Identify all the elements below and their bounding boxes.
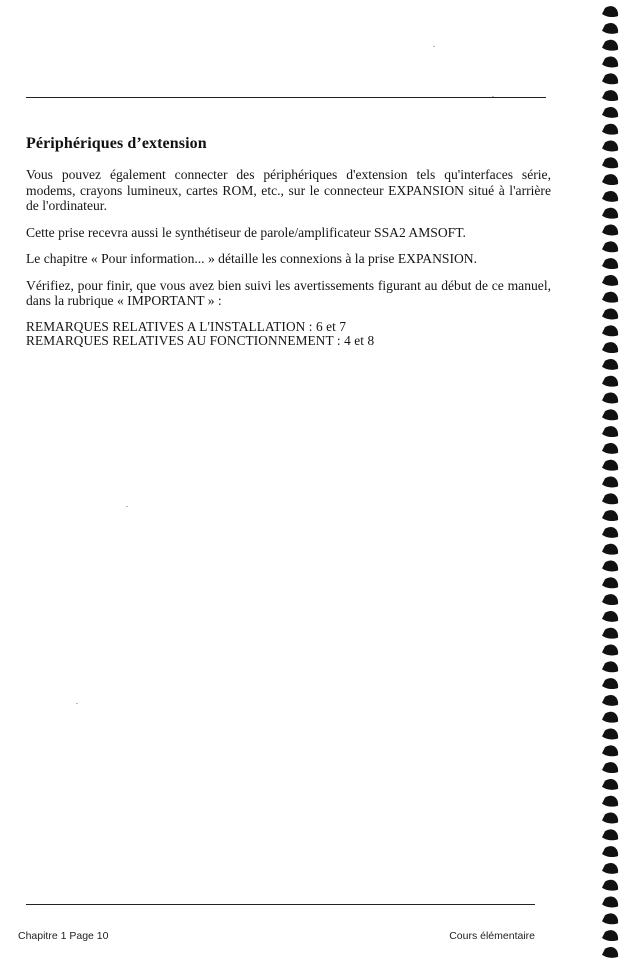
scan-speck (492, 96, 494, 97)
paragraph-important-warnings: Vérifiez, pour finir, que vous avez bien suivi les avertissements figurant au début de ce manuel, dans la rubrique « IMPORTANT » : (26, 277, 551, 308)
paragraph-speech-synth: Cette prise recevra aussi le synthétiseur de parole/amplificateur SSA2 AMSOFT. (26, 224, 466, 240)
footer-rule (26, 904, 535, 905)
scan-speck (126, 506, 128, 507)
paragraph-chapter-reference: Le chapitre « Pour information... » détaille les connexions à la prise EXPANSION. (26, 251, 478, 266)
scan-speck (433, 46, 435, 47)
top-rule (26, 97, 546, 98)
remark-operation: REMARQUES RELATIVES AU FONCTIONNEMENT : 4 et 8 (26, 333, 375, 348)
spiral-binding (585, 0, 619, 972)
footer-course-title: Cours élémentaire (449, 930, 535, 942)
paragraph-expansion-devices: Vous pouvez également connecter des périphériques d'extension tels qu'interfaces série, modems, crayons lumineux, cartes ROM, etc., sur le connecteur EXPANSION situé à l'arrière de l'ordinateur. (26, 167, 551, 213)
remarks-block (26, 320, 551, 349)
scan-speck (76, 703, 78, 704)
body-content (26, 167, 551, 349)
remark-installation: REMARQUES RELATIVES A L'INSTALLATION : 6 et 7 (26, 318, 347, 334)
section-title: Périphériques d’extension (26, 135, 207, 152)
footer-chapter-page: Chapitre 1 Page 10 (18, 930, 109, 942)
